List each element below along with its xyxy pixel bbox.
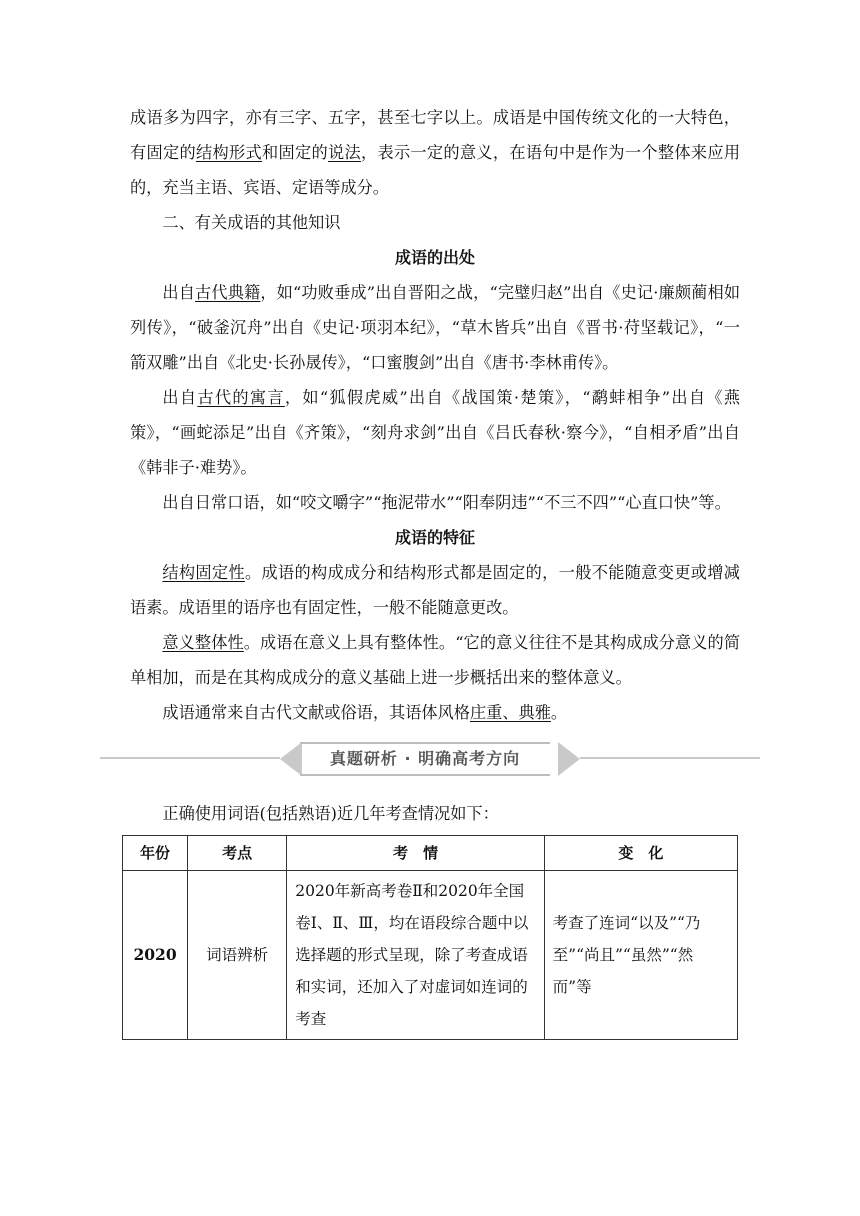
paragraph-feature-style: 成语通常来自古代文献或俗语，其语体风格庄重、典雅。 (162, 703, 568, 722)
banner-arrow-right-icon (558, 742, 580, 776)
table-header-row (123, 836, 738, 871)
cell-year: 2020 (123, 871, 188, 1040)
header-topic: 考点 (188, 836, 287, 871)
banner-box (300, 742, 550, 776)
underlined-term: 古代典籍 (195, 283, 261, 302)
header-detail: 考 情 (287, 836, 544, 871)
cell-change: 考查了连词“以及”“乃至”“尚且”“虽然”“然而”等 (544, 871, 737, 1040)
underlined-term: 结构固定性 (162, 563, 245, 582)
table-intro: 正确使用词语(包括熟语)近几年考查情况如下： (162, 804, 499, 823)
header-change: 变 化 (544, 836, 737, 871)
section-banner (100, 736, 760, 778)
paragraph-feature-meaning: 意义整体性。成语在意义上具有整体性。“它的意义往往不是其构成成分意义的简单相加，而是在其构成成分的意义基础上进一步概括出来的整体意义。 (130, 633, 741, 687)
banner-title: 真题研析 · 明确高考方向 (329, 749, 521, 768)
underlined-term: 古代的寓言 (197, 388, 285, 407)
paragraph-origin-classics: 出自古代典籍，如“功败垂成”出自晋阳之战，“完璧归赵”出自《史记·廉颇蔺相如列传》，“破釜沉舟”出自《史记·项羽本纪》，“草木皆兵”出自《晋书·苻坚载记》，“一箭双雕”出自《北史·长孙晟传》，“口蜜腹剑”出自《唐书·李林甫传》。 (130, 283, 741, 372)
section-heading: 二、有关成语的其他知识 (162, 213, 341, 232)
table-row (123, 871, 738, 1040)
exam-table (122, 835, 738, 1040)
underlined-term: 典雅 (518, 703, 551, 722)
subheading-origin: 成语的出处 (394, 248, 475, 267)
underlined-term: 结构形式 (195, 143, 262, 162)
subheading-feature: 成语的特征 (394, 528, 475, 547)
banner-line-left (100, 757, 280, 759)
underlined-term: 庄重 (469, 703, 503, 722)
underlined-term: 说法 (327, 143, 361, 162)
banner-line-right (580, 757, 760, 759)
paragraph-intro: 成语多为四字，亦有三字、五字，甚至七字以上。成语是中国传统文化的一大特色，有固定的结构形式和固定的说法，表示一定的意义，在语句中是作为一个整体来应用的，充当主语、宾语、定语等成分。 (130, 108, 741, 197)
document-page (130, 100, 740, 1040)
paragraph-origin-colloquial: 出自日常口语，如“咬文嚼字”“拖泥带水”“阳奉阴违”“不三不四”“心直口快”等。 (162, 493, 731, 512)
cell-topic: 词语辨析 (188, 871, 287, 1040)
banner-arrow-left-icon (280, 742, 302, 776)
paragraph-origin-fables: 出自古代的寓言，如“狐假虎威”出自《战国策·楚策》，“鹬蚌相争”出自《燕策》，“画蛇添足”出自《齐策》，“刻舟求剑”出自《吕氏春秋·察今》，“自相矛盾”出自《韩非子·难势》。 (130, 388, 741, 477)
paragraph-feature-structure: 结构固定性。成语的构成成分和结构形式都是固定的，一般不能随意变更或增减语素。成语里的语序也有固定性，一般不能随意更改。 (130, 563, 740, 617)
cell-detail: 2020年新高考卷Ⅱ和2020年全国卷Ⅰ、Ⅱ、Ⅲ，均在语段综合题中以选择题的形式呈现，除了考查成语和实词，还加入了对虚词如连词的考查 (287, 871, 544, 1040)
underlined-term: 意义整体性 (162, 633, 244, 652)
header-year: 年份 (123, 836, 188, 871)
